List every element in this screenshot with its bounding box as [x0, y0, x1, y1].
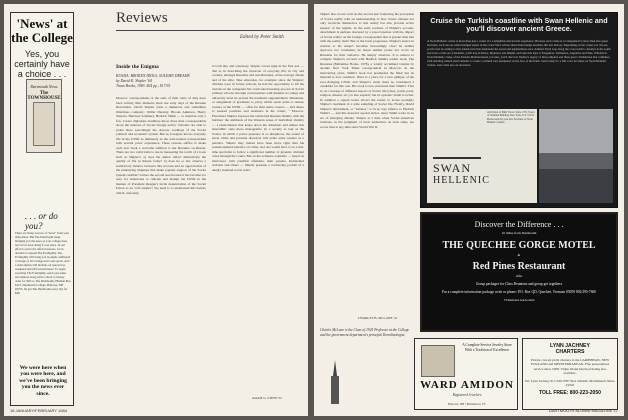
right-folio: DARTMOUTH ALUMNI MAGAZINE 17: [548, 408, 618, 413]
review-heading: Inside the Enigma: [116, 64, 159, 70]
turkish-ad-body: A Swan Hellenic cruise is more than just a cruise. It's a delightful educational experience. Because each cruise is accompanied by more than five guest lecturers, each one an acknowledged expert in his or her field, whose shared knowledge breathes life into history. Depending on the cruise you choose, you'll even be sailing to tiny island ports that Alexander the Great and Agamemnon once claimed. Each stop along the coast north to Antalya in the south and even on the sea at Istanbul, you'll hop in Delos, Mykonos and Delphi, and take side trips to Pergamon, Termessos, Aspendos and Side. Whichever Swan Hellenic cruise of the Eastern Mediterranean you take, you'll discover Turkey's legacy of three empires and three great civilizations that combines with dazzling natural environments to create a cultural tour unequaled on the face of the Earth. Send today for a full color brochure on Swan Hellenic cruises. And come see our ancestors.: [427, 39, 611, 67]
quechee-discover: Discover the Difference . . .: [474, 220, 564, 229]
magazine-cover-image: [26, 79, 62, 153]
quechee-contact: For a complete information package write or phone: P.O. Box QD, Quechee, Vermont 05059 802/295-7600: [441, 290, 597, 295]
ward-subtitle: Registered Jewelers: [452, 393, 482, 397]
tower-shape: [331, 376, 339, 404]
title-rule: [116, 30, 304, 31]
swan-logo-line2: HELLENIC: [433, 175, 490, 186]
jewelry-store-icon: [421, 345, 455, 377]
quechee-restaurant: Red Pines Restaurant: [472, 261, 566, 272]
quechee-distance: 10 miles from Dartmouth: [501, 231, 537, 235]
ward-address: Hanover, NH • Brattleboro, VT: [448, 402, 486, 406]
book-publisher: Times Books, 1983. 404 pp., $17.95: [116, 84, 171, 88]
review-column-2: [212, 64, 304, 394]
review-text-col3: Shipler also scores well on the second test: balancing his perception of Soviet reality with an understanding of how Soviet citizens not only reconcile themselves to this reality but also provide active support of the regime. In the early portions of Shipler's account, detachment is perhaps obscured by a preoccupation with the impact of Soviet reality on the foreign correspondent that is greater than that with the reality itself. But as the book progresses, Shipler's stance in relation to his subject becomes increasingly clear: he neither approves nor condemns; he hopes neither praise nor scorn on Russians for their behavior. He simply observes. It is natural to compare Shipler's account with Hedrick Smith's earlier book, The Russians (Ballantine Books, 1976), a widely acclaimed volume by another New York Times correspondent in Moscow. In the intervening years, Smith's book has preempted the field; but its material is now outdated. There is a place for a new glimpse of the ever-changing USSR, and Shipler's study must be considered a candidate for this role. His book is less structured than Smith's. That is, its coverage of different aspects of Soviet life (class, youth, party, religion, dissent, etc.) is less explicit; but its episodic detail is richer. In addition a superb index allows the reader to locate promptly Shipler's treatment of a wide sampling of Soviet life. Finally, David Shipler's detachment, or "balance," is in no way inferior to Hedrick Smith's — and this deserves special notice, since Smith wrote in an era of emerging détente. Shipler at a time when Soviet-American relations, in the judgment of most authorities on both sides, are worse than at any time since World War II.: [320, 12, 414, 129]
the-dartmouth-ad: [10, 12, 74, 406]
second-signature: CHARLES B. MCLANE '41: [358, 316, 398, 320]
lynn-toll-free: TOLL FREE: 800-223-2050: [539, 390, 601, 397]
book-title: RUSSIA: BROKEN IDOLS, SOLEMN DREAMS: [116, 74, 190, 78]
section-title: Reviews: [116, 10, 168, 26]
right-page: [314, 4, 624, 416]
left-folio: 16 JANUARY/FEBRUARY 1984: [10, 408, 67, 413]
swan-hellenic-coupon: [427, 109, 537, 203]
cover-illustration: [33, 102, 55, 146]
magazine-masthead: Dartmouth News: [30, 84, 58, 89]
lynn-contact: Tel: Lynn Jachney 617-639-0787 Box 302AM, Marblehead, Mass. 01945: [524, 378, 616, 388]
coupon-text: A Division of P&O Travel. Suite 1703, Tower of Terminal Building, New York, N.Y. 10153. Please send me your new brochure on Swan Hellenic Cruises.: [487, 111, 535, 125]
quechee-motel: THE QUECHEE GORGE MOTEL: [442, 240, 596, 251]
quechee-gorge-ad: [420, 212, 618, 332]
spire-shape: [333, 360, 337, 376]
review-column-1: [116, 96, 206, 402]
review-text-col1: Moscow correspondents at the ends of their tours of duty have been writing their memoirs since the early days of the Russian Revolution. David Shipler joins a numerous and sometimes illustrious company: Walter Duranty, Brooks Atkinson, Henry Shapiro, Harrison Salisbury, Hedrick Smith — to mention only a few. Career diplomats doubtless know more than correspondents about the nuances of Soviet foreign policy. Scholars are able to probe more searchingly the obscure workings of the Soviet political and economic system. But no foreigner knows everyday life in the USSR as intimately as the well-trained correspondent with several years' experience. These reasons suffice to make each new book a welcome addition to the literature on Russia. There are two valid traits to use in measuring the worth of a book such as Shipler's: a) does the author reflect distinctively the quality of life in Russia today? b) does he or she observe a satisfactory balance between this account and an appreciation of the underlying impulses that make popular support of the Soviet system credible? Letters the second test because it has become too easy for Americans to ridicule and malign the USSR in the manner of President Reagan's facile denunciation of the Soviet Union as an "evil empire"; the need is to understand this nation, which, curiously,: [116, 96, 206, 195]
swan-logo-line1: SWAN: [433, 161, 472, 175]
book-author: by David K. Shipler '64: [116, 79, 152, 83]
turkish-ad-title: Cruise the Turkish coastline with Swan Hellenic and you'll discover ancient Greece.: [430, 16, 608, 33]
lynn-charters: CHARTERS: [555, 349, 585, 355]
author-caption: Charles McLane is the Class of 1925 Professor at the College and the government department's principal Kremlinologist.: [320, 328, 410, 337]
magazine-title: The TOWNHOUSE: [27, 91, 61, 101]
swan-hellenic-ad: [420, 12, 618, 208]
ward-tagline: A Complete Service Jewelry Store With a Tradition of Excellence: [462, 343, 512, 352]
lynn-name: LYNN JACHNEY: [550, 343, 590, 349]
photo-sea: [539, 169, 613, 203]
dartmouth-hall-icon: [328, 360, 342, 404]
logo-rule: [433, 157, 481, 159]
lynn-jachney-ad: [522, 338, 618, 410]
quechee-packages: Group packages for Class Reunions and group get togethers: [475, 282, 563, 286]
ad-tagline: Yes, you certainly have a choice . . .: [14, 49, 70, 79]
quechee-rating: 3 Diamond AAA rated: [503, 297, 535, 302]
coastline-photo: [539, 109, 613, 203]
quechee-offer: offer: [515, 274, 523, 278]
ad-body-text: There are many sources of "news" from your alma mater. But The Dartmouth treats bringing you the news as your college does, and we've been doing it ever since. In our effort to serve the official reasons, we've decided to expand The Formightly. The Formightly will bring you in-depth, unfiltered coverage of all College news and sports. And a subscription will include our special top weekend and fall football issues. To begin receiving The Formightly, send your name and address along with a check or money order for $20 to: The Dartmouth, Hinman Box 6175, Dartmouth College, Hanover, NH 03755. Or get The Dartmouth every day for $36.: [15, 231, 71, 295]
edited-by: Edited by Peter Smith: [240, 35, 284, 40]
photo-sky: [539, 109, 613, 155]
review-text-col2: is both ally and adversary. Shipler scores high in the first test — that is, in describing the character of everyday life, in city and country, amongst Russians and non-Russians, of the average citizen and of the elite. Take education, for example: since the Shiplers' children were in Soviet schools, he had the opportunity to lift the curtain on the competent but overlooked learning process in Soviet primary schools, through conversations with students at college and university level he probed the traumatic engenderment: lithuanian, or assignment of graduates to jobs), which sends some to remote corners of the USSR — often for their entire careers — and others to assured positions and residence in the center, " Moscow. Elsewhere Shipler explores the celebrated Russian identity with the hobbies: the antithesis of the Western sense of individual identity — a phenomenon that keeps down the dissidents and makes this monolithic state more manageable. In a society as taut as the Soviet, in which a police presence is so ubiquitous, the extent of street crime and juvenile disorders will strike some readers as a paradox. Shipler may indeed have been more right than his sensationalized statistics on crime, and one would have to be a full-time specialist to follow a significant number of juvenile criminal cases through the courts. But on the evidence available — based on interviews with youthful offenders, their parents, Komsomol activists and others — Shipler presents a convincing portrait of a deeply troubled social order.: [212, 64, 304, 172]
ward-name: WARD AMIDON: [420, 379, 514, 391]
review-signature: ADAM G. STEIN '52: [252, 396, 282, 400]
left-page: [4, 4, 308, 416]
book-info: [116, 74, 204, 89]
ad-closing-line: We were here when you were here, and we've been bringing you the news ever since.: [19, 365, 67, 397]
quechee-ampersand: &: [517, 253, 521, 257]
ad-headline: 'News' at the College: [11, 16, 73, 45]
review-continued-column: [320, 12, 414, 312]
ad-or-not: . . . or do you?: [25, 211, 58, 231]
ward-amidon-ad: [414, 338, 518, 410]
lynn-description: Private crewed yacht charters in the CARIBBEAN, NEW ENGLAND and MEDITERRANEAN. Fine personalized service since 1968. Virgin Island bareboat listing also available.: [530, 358, 610, 376]
